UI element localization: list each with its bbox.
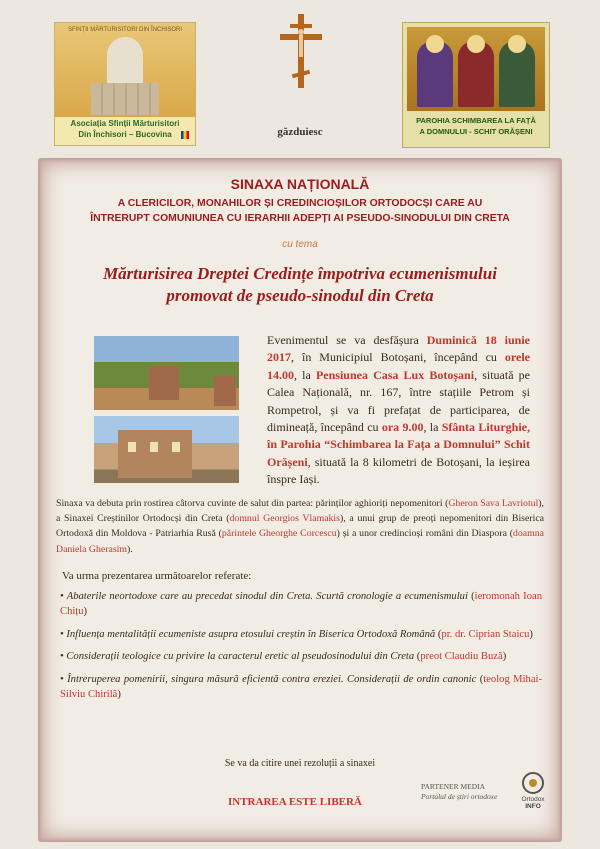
- theme-title: Mărturisirea Dreptei Credințe împotriva ecumenismului promovat de pseudo-sinodul din Creta: [103, 264, 497, 305]
- header: [0, 0, 600, 150]
- speaker-name: părintele Gheorghe Corcescu: [221, 528, 337, 540]
- theme-label: cu tema: [282, 239, 318, 250]
- paper-author: teolog Mihai-Silviu Chirilă: [60, 673, 542, 701]
- paper-item: • Influența mentalității ecumeniste asupra etosului creștin în Biserica Ortodoxă Română (pr. dr. Ciprian Staicu): [60, 628, 533, 640]
- venue-photo-garden: [94, 336, 239, 410]
- event-time: orele 14.00: [267, 350, 530, 382]
- paper-author: preot Claudiu Buză: [420, 651, 503, 663]
- media-partner: PARTENER MEDIA Portalul de știri ortodoxe: [421, 782, 498, 801]
- paper-item: • Considerații teologice cu privire la caracterul eretic al pseudosinodului din Creta (preot Claudiu Buză): [60, 651, 507, 663]
- closing-note: Se va da citire unei rezoluții a sinaxei: [224, 758, 376, 769]
- poster: [38, 158, 562, 842]
- intro-paragraph: Sinaxa va debuta prin rostirea câtorva cuvinte de salut din partea: părinților aghioriți nepomenitori (Gheron Sava Lavriotul), a Sinaxei Creștinilor Ortodocși din Creta (domnul Georgios Vlamakis), a unui grup de preoți nepomenitori din Biserica Ortodoxă din Moldova - Patriarhia Rusă (părintele Gheorghe Corcescu) și a unor credincioși români din Diaspora (doamna Daniela Gherasim).: [56, 498, 545, 555]
- speaker-name: Gheron Sava Lavriotul: [448, 498, 539, 509]
- paper-item: • Întreruperea pomenirii, singura măsură eficientă contra ereziei. Considerații de ordin canonic (teolog Mihai-Silviu Chirilă): [60, 673, 542, 701]
- parish-name: PAROHIA SCHIMBAREA LA FAȚĂ A DOMNULUI - SCHIT ORĂȘENI: [416, 116, 536, 136]
- flag-icon: [181, 131, 189, 139]
- crucifix-icon: [276, 12, 326, 92]
- poster-title: SINAXA NAȚIONALĂ: [230, 176, 370, 192]
- association-logo: [54, 22, 196, 146]
- event-venue: Pensiunea Casa Lux Botoșani: [315, 367, 475, 382]
- liturgy-time: ora 9.00: [381, 420, 424, 435]
- logo-caption: SFINȚII MĂRTURISITORI DIN ÎNCHISORI: [67, 27, 183, 33]
- speaker-name: domnul Georgios Vlamakis: [229, 513, 340, 525]
- poster-subtitle: A CLERICILOR, MONAHILOR ȘI CREDINCIOȘILOR ORTODOCȘI CARE AU ÎNTRERUPT COMUNIUNEA CU IERARHII ADEPȚI AI PSEUDO-SINODULUI DIN CRETA: [90, 198, 510, 224]
- papers-label: Va urma prezentarea următoarelor referate:: [62, 570, 252, 582]
- association-name: Asociația Sfinții Mărturisitori Din Închisori – Bucovina: [70, 119, 180, 139]
- ortodox-info-icon: [522, 772, 544, 794]
- speaker-name: doamna Daniela Gherasim: [56, 528, 544, 555]
- papers-list: [60, 589, 542, 709]
- saints-icon: [407, 27, 545, 111]
- liturgy-location: Sfânta Liturghie, în Parohia “Schimbarea la Fața a Domnului” Schit Orășeni: [267, 420, 531, 469]
- paper-author: pr. dr. Ciprian Staicu: [441, 628, 530, 640]
- event-date: Duminică 18 iunie 2017: [267, 333, 530, 365]
- paper-item: • Abaterile neortodoxe care au precedat sinodul din Creta. Scurtă cronologie a ecumenismului (ieromonah Ioan Chițu): [60, 591, 542, 618]
- ortodox-info-logo: Ortodox INFO: [514, 772, 552, 810]
- venue-photo-building: [94, 416, 239, 483]
- event-description: Evenimentul se va desfășura Duminică 18 iunie 2017, în Municipiul Botoșani, începând cu orele 14.00, la Pensiunea Casa Lux Botoșani, situată pe Calea Națională, nr. 167, între stațiile Petrom și Rompetrol, și va fi prefațat de participarea, de dimineață, începând cu ora 9.00, la Sfânta Liturghie, în Parohia “Schimbarea la Fața a Domnului” Schit Orășeni, situată la 8 kilometri de Botoșani, la ieșirea înspre Iași.: [267, 333, 531, 487]
- free-entry-note: INTRAREA ESTE LIBERĂ: [228, 796, 362, 808]
- host-label: găzduiesc: [277, 126, 323, 138]
- paper-author: ieromonah Ioan Chițu: [60, 591, 542, 618]
- saints-icon: [55, 23, 195, 117]
- parish-logo: [402, 22, 550, 148]
